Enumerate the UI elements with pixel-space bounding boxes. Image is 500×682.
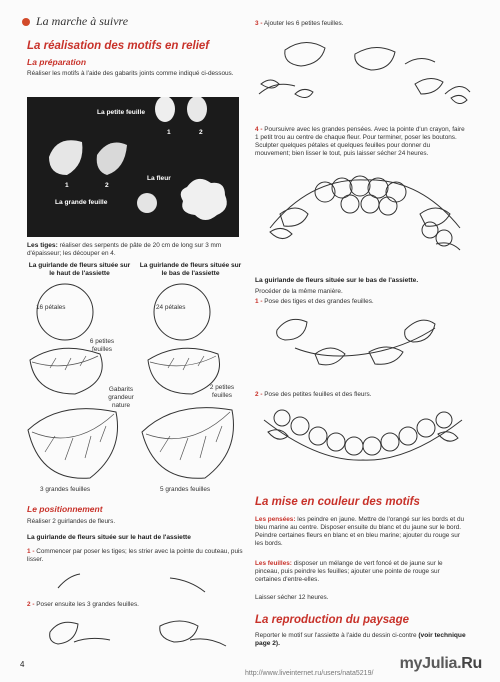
step3-body: Ajouter les 6 petites feuilles. (263, 20, 344, 27)
watermark-text: myJulia. (399, 655, 462, 672)
label-2-petites: 2 petites feuilles (209, 384, 235, 399)
repro-text (255, 632, 470, 648)
b1-num: 1 - (255, 298, 263, 305)
pensees-body: les peindre en jaune. Mettre de l'orangé sur les bords et du bleu marine au centre. Disposer ensuite du blanc et du jaune sur le bord. Peindre certaines fleurs en blanc et en bleu marine; ajouter du rouge sur les bords. (255, 516, 465, 547)
step4-body: Poursuivre avec les grandes pensées. Avec la pointe d'un crayon, faire 1 petit trou au centre de chaque fleur. Pour terminer, poser les boutons. Sculpter quelques pétales et quelques feuilles pour donner du mouvement; bien lisser le tout, puis laisser sécher 24 heures. (255, 126, 465, 157)
stems-drawing (40, 566, 240, 596)
pensees-label: Les pensées: (255, 516, 296, 523)
label-1-small: 1 (167, 129, 171, 136)
b1-text (255, 298, 374, 306)
step2-body: Poser ensuite les 3 grandes feuilles. (36, 601, 139, 608)
b2-body: Pose des petites feuilles et des fleurs. (264, 391, 372, 398)
mise-title: La mise en couleur des motifs (255, 496, 420, 508)
templates-photo (27, 97, 239, 237)
pos-text: Réaliser 2 guirlandes de fleurs. (27, 518, 116, 525)
secher-text: Laisser sécher 12 heures. (255, 594, 329, 601)
label-3-grandes: 3 grandes feuilles (40, 486, 91, 493)
label-petite-feuille: La petite feuille (97, 109, 145, 116)
step3-num: 3 - (255, 20, 263, 27)
feuilles-body: disposer un mélange de vert foncé et de jaune sur le pinceau, puis peindre les feuilles; ajouter une pointe de rouge sur certaines d'entre-elles. (255, 560, 443, 583)
label-grande-feuille: La grande feuille (55, 199, 108, 206)
step2-num: 2 - (27, 601, 35, 608)
step1-num: 1 - (27, 548, 35, 555)
step4-num: 4 - (255, 126, 263, 133)
repro-title: La reproduction du paysage (255, 614, 409, 626)
bas-stems-leaves-drawing (265, 308, 465, 380)
section-header (22, 14, 128, 29)
label-24-petales: 24 pétales (156, 304, 186, 311)
main-title: La réalisation des motifs en relief (27, 40, 210, 52)
pensees-text (255, 516, 465, 548)
col-a-title: La guirlande de fleurs située sur le haut de l'assiette (28, 262, 131, 277)
feuilles-label: Les feuilles: (255, 560, 292, 567)
prep-text: Réaliser les motifs à l'aide des gabarits joints comme indiqué ci-dessous. (27, 70, 234, 77)
leaves-drawing (40, 612, 240, 654)
pos-subtitle: La guirlande de fleurs située sur le haut de l'assiette (27, 534, 191, 541)
prep-title: La préparation (27, 57, 87, 67)
bas-title: La guirlande de fleurs située sur le bas de l'assiette. (255, 277, 419, 284)
label-6-petites: 6 petites feuilles (89, 338, 115, 353)
page-number: 4 (20, 660, 25, 669)
label-gabarits: Gabarits grandeur nature (108, 386, 134, 409)
pos-title: Le positionnement (27, 504, 103, 514)
step1-body: Commencer par poser les tiges; les strier avec la pointe du couteau, puis lisser. (27, 548, 243, 563)
label-1-large: 1 (65, 182, 69, 189)
step3-text (255, 20, 343, 28)
label-fleur: La fleur (147, 175, 171, 182)
watermark-url: http://www.liveinternet.ru/users/nata5219/ (245, 670, 374, 677)
label-2-large: 2 (105, 182, 109, 189)
garland-flowers-drawing (260, 168, 470, 256)
clay-shapes-image (27, 97, 239, 237)
step2-text (27, 601, 139, 609)
watermark-ru: Ru (461, 655, 482, 672)
repro-ref: (voir technique page 2). (255, 632, 466, 647)
garland-small-leaves-drawing (255, 34, 475, 114)
label-5-grandes: 5 grandes feuilles (160, 486, 211, 493)
step1-text (27, 548, 245, 564)
feuilles-text (255, 560, 465, 584)
tiges-text (27, 242, 242, 258)
bas-text: Procéder de la même manière. (255, 288, 343, 295)
step4-text (255, 126, 465, 158)
repro-body: Reporter le motif sur l'assiette à l'aide du dessin ci-contre (255, 632, 417, 639)
b2-num: 2 - (255, 391, 263, 398)
label-16-petales: 16 pétales (36, 304, 66, 311)
b1-body: Pose des tiges et des grandes feuilles. (264, 298, 374, 305)
bullet-icon (22, 18, 30, 26)
b2-text (255, 391, 372, 399)
col-b-title: La guirlande de fleurs située sur le bas de l'assiette (139, 262, 242, 277)
tiges-label: Les tiges: (27, 242, 58, 249)
label-2-small: 2 (199, 129, 203, 136)
watermark (400, 655, 482, 673)
tiges-body: réaliser des serpents de pâte de 20 cm de long sur 3 mm d'épaisseur; les découper en 4. (27, 242, 222, 257)
bas-full-garland-drawing (258, 402, 468, 470)
section-label: La marche à suivre (36, 14, 129, 28)
